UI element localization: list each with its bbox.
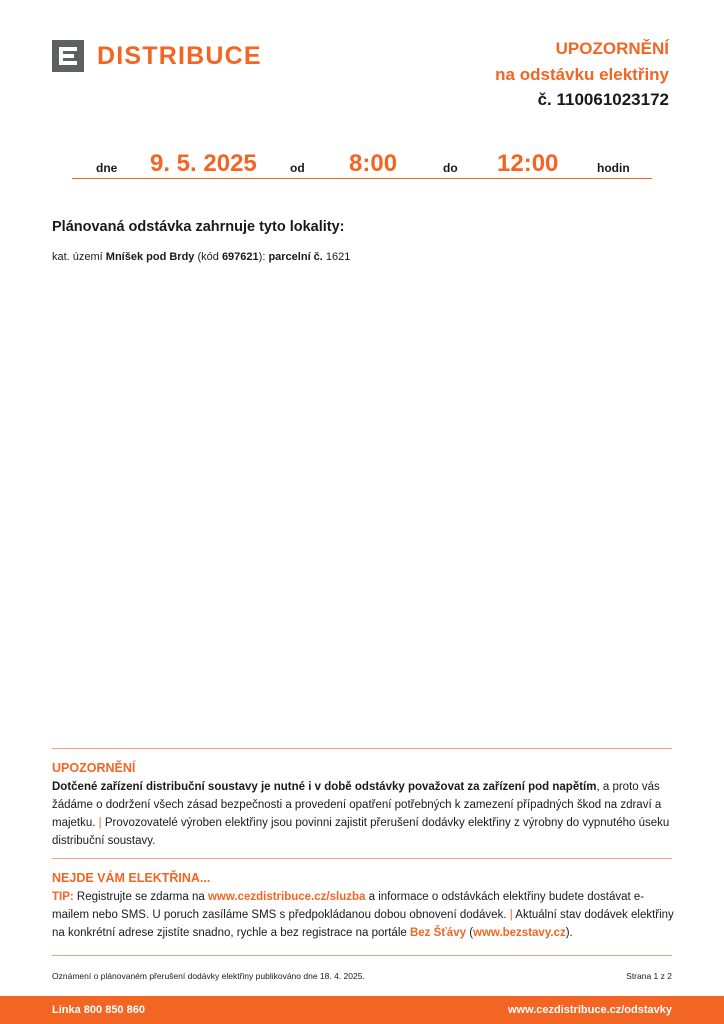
cadastral-area: Mníšek pod Brdy bbox=[105, 251, 195, 263]
parcel-number: 1621 bbox=[322, 251, 351, 263]
portal-link[interactable]: www.bezstavy.cz bbox=[473, 927, 566, 939]
cadastral-code: 697621 bbox=[221, 251, 259, 263]
page-number: Strana 1 z 2 bbox=[626, 971, 672, 981]
start-time: 8:00 bbox=[349, 150, 398, 177]
outages-link[interactable]: www.cezdistribuce.cz/odstavky bbox=[507, 1004, 672, 1016]
locality-line: kat. území Mníšek pod Brdy (kód 697621): parcelní č. 1621 bbox=[52, 251, 351, 263]
portal-name: Bez Šťávy bbox=[409, 927, 466, 939]
to-label: do bbox=[443, 161, 458, 175]
end-time: 12:00 bbox=[497, 150, 559, 177]
notice-number: č. 110061023172 bbox=[537, 90, 669, 109]
divider bbox=[52, 955, 672, 956]
info-title: NEJDE VÁM ELEKTŘINA... bbox=[52, 871, 211, 885]
service-link[interactable]: www.cezdistribuce.cz/sluzba bbox=[207, 891, 366, 903]
cez-logo-icon bbox=[52, 40, 84, 72]
notice-title: UPOZORNĚNÍ bbox=[555, 39, 669, 58]
outage-date: 9. 5. 2025 bbox=[150, 150, 257, 177]
brand-name: DISTRIBUCE bbox=[97, 42, 262, 70]
divider bbox=[52, 748, 672, 749]
notice-subtitle: na odstávku elektřiny bbox=[495, 65, 669, 84]
hours-label: hodin bbox=[597, 161, 630, 175]
locations-title: Plánovaná odstávka zahrnuje tyto lokality: bbox=[52, 219, 345, 235]
from-label: od bbox=[290, 161, 305, 175]
day-label: dne bbox=[96, 161, 118, 175]
info-text: TIP: Registrujte se zdarma na www.cezdistribuce.cz/sluzba a informace o odstávkách elektřiny budete dostávat e-mailem nebo SMS. U poruch zasíláme SMS s předpokládanou dobou obnovení dodávek. | Aktuální stav dodávek elektřiny na konkrétní adrese zjistíte snadno, rychle a bez registrace na portále Bez Šťávy (www.bezstavy.cz). bbox=[52, 891, 674, 939]
publication-note: Oznámení o plánovaném přerušení dodávky elektřiny publikováno dne 18. 4. 2025. bbox=[52, 971, 365, 981]
hotline: Linka 800 850 860 bbox=[52, 1004, 145, 1016]
divider bbox=[52, 858, 672, 859]
warning-title: UPOZORNĚNÍ bbox=[52, 761, 136, 775]
schedule-divider bbox=[72, 178, 652, 179]
warning-text: Dotčené zařízení distribuční soustavy je nutné i v době odstávky považovat za zařízení pod napětím, a proto vás žádáme o dodržení všech zásad bezpečnosti a provedení opatření potřebných k zamezení případných škod na zdraví a majetku. | Provozovatelé výroben elektřiny jsou povinni zajistit přerušení dodávky elektřiny z výrobny do vypnutého úseku distribuční soustavy. bbox=[52, 781, 670, 847]
